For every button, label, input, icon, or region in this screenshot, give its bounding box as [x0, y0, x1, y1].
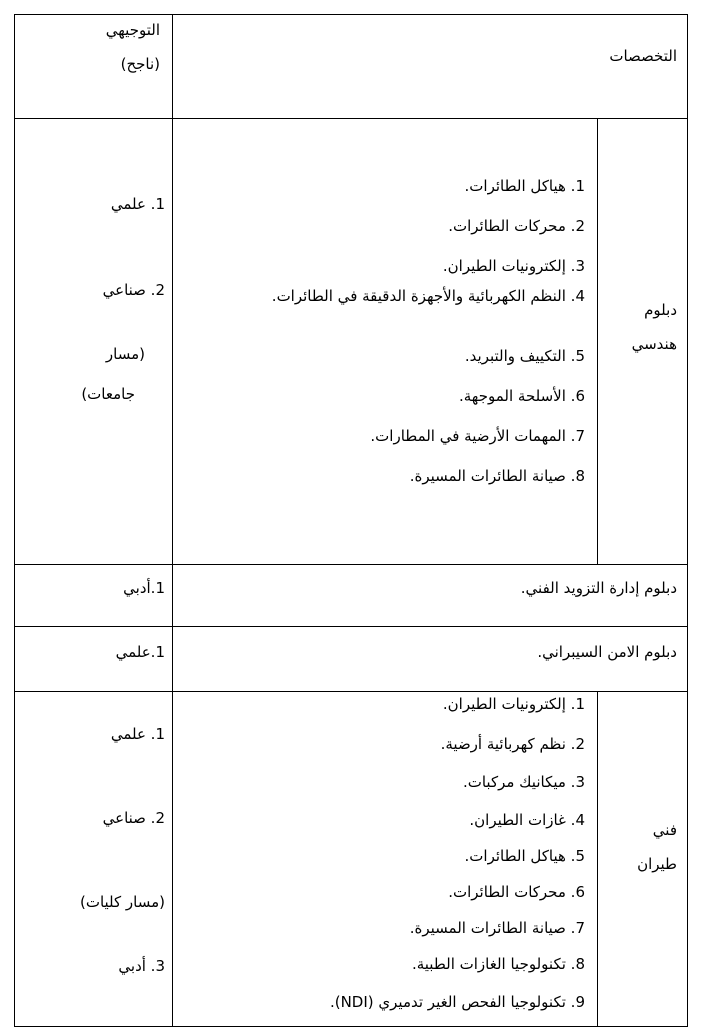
- courses-list: [185, 176, 585, 496]
- program-name-line1: دبلوم: [644, 301, 677, 319]
- program-name-line1: فني: [652, 821, 677, 839]
- course-item: 6. الأسلحة الموجهة.: [459, 387, 585, 405]
- program-name: [632, 300, 677, 354]
- row-divider: [14, 118, 688, 119]
- stream-item: 2. صناعي: [102, 809, 165, 827]
- stream-item: (مسار كليات): [79, 893, 165, 911]
- header-guidance-status: (ناجح): [120, 55, 160, 73]
- course-item: 8. صيانة الطائرات المسيرة.: [409, 467, 585, 485]
- course-item: 7. صيانة الطائرات المسيرة.: [409, 919, 585, 937]
- course-item: 2. نظم كهربائية أرضية.: [440, 735, 585, 753]
- stream-item: 3. أدبي: [118, 957, 165, 975]
- program-name: [637, 820, 677, 874]
- course-item: 2. محركات الطائرات.: [448, 217, 585, 235]
- stream-item: 1. علمي: [110, 725, 165, 743]
- program-name: دبلوم إدارة التزويد الفني.: [520, 579, 677, 597]
- stream-item: (مسار: [105, 345, 145, 363]
- streams-list: [15, 724, 165, 984]
- header-guidance: [20, 20, 160, 74]
- course-item: 4. غازات الطيران.: [469, 811, 585, 829]
- program-name-line2: هندسي: [631, 335, 677, 353]
- stream-item: 1. علمي: [110, 195, 165, 213]
- stream-item: جامعات): [81, 385, 135, 403]
- program-name: دبلوم الامن السيبراني.: [537, 643, 677, 661]
- course-item: 4. النظم الكهربائية والأجهزة الدقيقة في الطائرات.: [271, 287, 585, 305]
- header-guidance-title: التوجيهي: [105, 21, 160, 39]
- course-item: 8. تكنولوجيا الغازات الطبية.: [411, 955, 585, 973]
- course-item: 5. هياكل الطائرات.: [464, 847, 585, 865]
- program-name-line2: طيران: [637, 855, 677, 873]
- course-item: 5. التكييف والتبريد.: [464, 347, 585, 365]
- stream-item: 1.علمي: [115, 643, 165, 661]
- column-divider: [597, 691, 598, 1027]
- course-item: 1. إلكترونيات الطيران.: [442, 695, 585, 713]
- row-divider: [14, 626, 688, 627]
- course-item: 9. تكنولوجيا الفحص الغير تدميري (NDI).: [329, 993, 585, 1011]
- courses-list: [165, 692, 585, 1022]
- row-divider: [14, 564, 688, 565]
- course-item: 3. ميكانيك مركبات.: [462, 773, 585, 791]
- streams-list: [25, 194, 165, 403]
- stream-item: 1.أدبي: [123, 579, 165, 597]
- header-specializations: التخصصات: [609, 47, 677, 65]
- course-item: 1. هياكل الطائرات.: [464, 177, 585, 195]
- course-item: 7. المهمات الأرضية في المطارات.: [370, 427, 585, 445]
- stream-item: 2. صناعي: [102, 281, 165, 299]
- course-item: 6. محركات الطائرات.: [448, 883, 585, 901]
- column-divider: [597, 118, 598, 564]
- course-item: 3. إلكترونيات الطيران.: [442, 257, 585, 275]
